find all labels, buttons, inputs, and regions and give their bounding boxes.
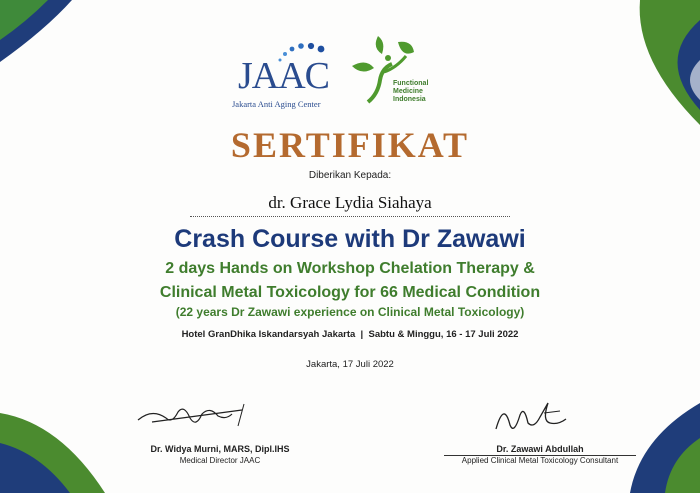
jaac-logo — [232, 40, 332, 110]
signature-right — [490, 395, 580, 440]
recipient-name: dr. Grace Lydia Siahaya — [268, 193, 432, 212]
signatory-left-role: Medical Director JAAC — [179, 456, 261, 465]
venue-and-date: Hotel GranDhika Iskandarsyah Jakarta | Sabtu & Minggu, 16 - 17 Juli 2022 — [181, 329, 519, 340]
signatory-left-name: Dr. Widya Murni, MARS, Dipl.IHS — [150, 444, 290, 454]
signatory-right-name: Dr. Zawawi Abdullah — [496, 444, 584, 454]
fmi-logo-text — [393, 80, 428, 104]
course-subtitle-line1: 2 days Hands on Workshop Chelation Therapy & — [165, 260, 535, 277]
top-right-corner-decoration — [600, 0, 700, 130]
signatory-right-role: Applied Clinical Metal Toxicology Consultant — [461, 456, 619, 465]
certificate-title: SERTIFIKAT — [230, 125, 470, 165]
recipient-underline — [190, 216, 510, 217]
top-left-corner-decoration — [0, 0, 90, 70]
bottom-left-corner-decoration — [0, 403, 110, 493]
place-and-issue-date: Jakarta, 17 Juli 2022 — [306, 359, 394, 370]
course-subtitle-line3: (22 years Dr Zawawi experience on Clinical Metal Toxicology) — [175, 305, 525, 319]
signature-left — [132, 398, 272, 438]
fmi-line: Indonesia — [393, 96, 426, 103]
given-to-label: Diberikan Kepada: — [308, 170, 392, 181]
jaac-subtitle: Jakarta Anti Aging Center — [232, 99, 321, 109]
fmi-line: Medicine — [393, 88, 423, 95]
jaac-wordmark: JAAC — [238, 55, 330, 97]
fmi-line: Functional — [393, 80, 429, 87]
course-title: Crash Course with Dr Zawawi — [174, 225, 526, 253]
course-subtitle-line2: Clinical Metal Toxicology for 66 Medical Condition — [159, 284, 541, 301]
